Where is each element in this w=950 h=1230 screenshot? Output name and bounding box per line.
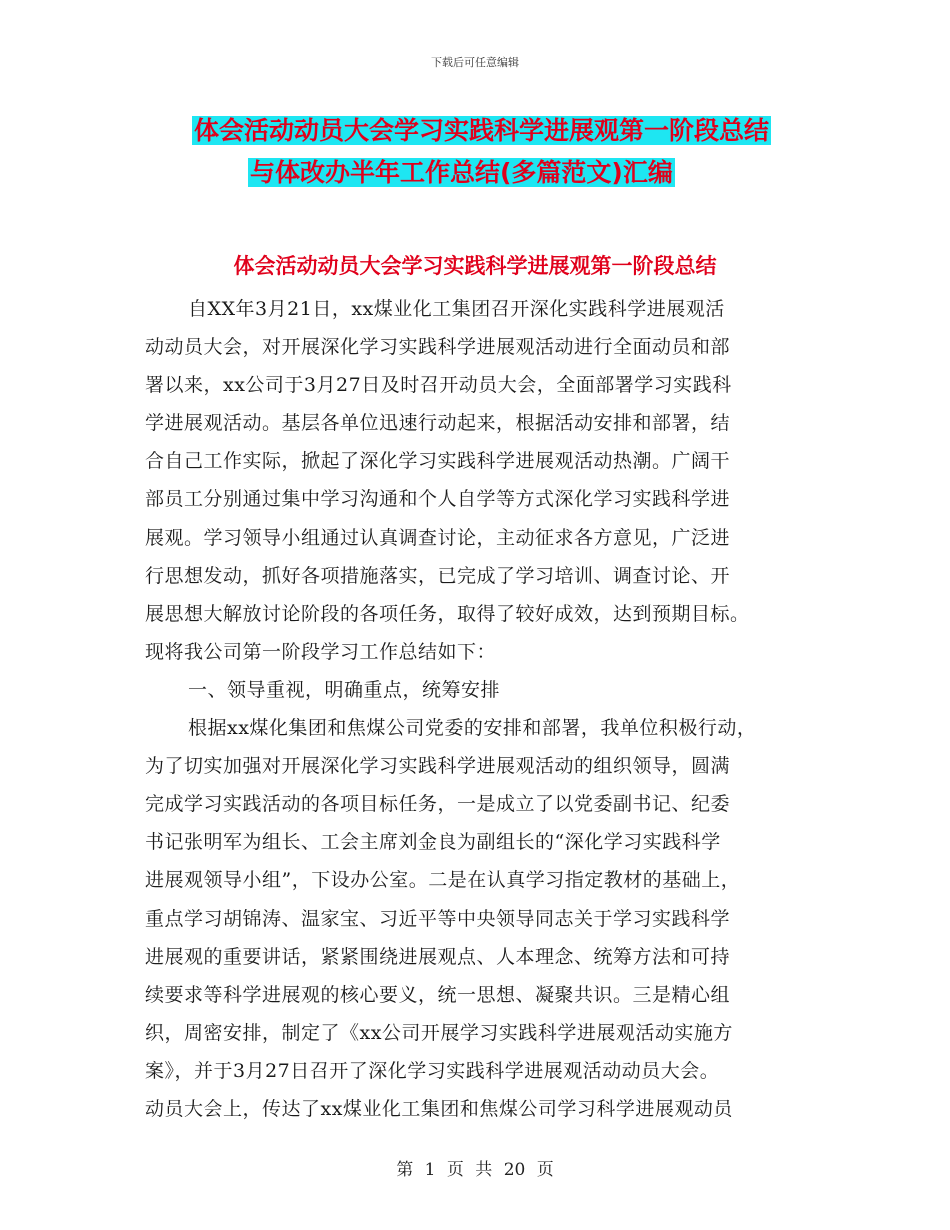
text-line: 书记张明军为组长、工会主席刘金良为副组长的“深化学习实践科学: [145, 831, 721, 854]
text-line: 部员工分别通过集中学习沟通和个人自学等方式深化学习实践科学进: [145, 488, 731, 511]
text-line: 学进展观活动。基层各单位迅速行动起来，根据活动安排和部署，结: [145, 412, 731, 435]
text-line: 现将我公司第一阶段学习工作总结如下：: [145, 640, 497, 663]
text-line: 重点学习胡锦涛、温家宝、习近平等中央领导同志关于学习实践科学: [145, 907, 731, 930]
title-highlight-2: 与体改办半年工作总结(多篇范文)汇编: [250, 158, 673, 187]
text-line: 进展观的重要讲话，紧紧围绕进展观点、人本理念、统筹方法和可持: [145, 945, 731, 968]
text-line: 动动员大会，对开展深化学习实践科学进展观活动进行全面动员和部: [145, 336, 731, 359]
page-footer: 第 1 页 共 20 页: [396, 1160, 554, 1180]
document-title-line-1: [0, 114, 950, 148]
text-line: 动员大会上，传达了xx煤业化工集团和焦煤公司学习科学进展观动员: [145, 1097, 733, 1120]
text-line: 续要求等科学进展观的核心要义，统一思想、凝聚共识。三是精心组: [145, 983, 731, 1006]
text-line: 署以来，xx公司于3月27日及时召开动员大会，全面部署学习实践科: [145, 374, 732, 397]
text-line: 完成学习实践活动的各项目标任务，一是成立了以党委副书记、纪委: [145, 793, 731, 816]
header-note: 下载后可任意编辑: [431, 56, 519, 69]
text-line: 根据xx煤化集团和焦煤公司党委的安排和部署，我单位积极行动，: [188, 717, 757, 740]
title-highlight-1: 体会活动动员大会学习实践科学进展观第一阶段总结: [194, 116, 770, 145]
text-line: 合自己工作实际，掀起了深化学习实践科学进展观活动热潮。广阔干: [145, 450, 731, 473]
text-line: 展思想大解放讨论阶段的各项任务，取得了较好成效，达到预期目标。: [145, 602, 750, 625]
text-line: 为了切实加强对开展深化学习实践科学进展观活动的组织领导，圆满: [145, 755, 731, 778]
section-title: 体会活动动员大会学习实践科学进展观第一阶段总结: [233, 254, 717, 278]
text-line: 织，周密安排，制定了《xx公司开展学习实践科学进展观活动实施方: [145, 1021, 733, 1044]
subheading: 一、领导重视，明确重点，统筹安排: [188, 678, 501, 701]
text-line: 案》，并于3月27日召开了深化学习实践科学进展观活动动员大会。: [145, 1059, 720, 1082]
text-line: 展观。学习领导小组通过认真调查讨论，主动征求各方意见，广泛进: [145, 526, 731, 549]
text-line: 行思想发动，抓好各项措施落实，已完成了学习培训、调查讨论、开: [145, 564, 731, 587]
body-text: [145, 290, 810, 1128]
text-line: 自XX年3月21日，xx煤业化工集团召开深化实践科学进展观活: [188, 298, 725, 320]
document-title-line-2: [0, 156, 950, 190]
text-line: 进展观领导小组”，下设办公室。二是在认真学习指定教材的基础上，: [145, 869, 741, 892]
